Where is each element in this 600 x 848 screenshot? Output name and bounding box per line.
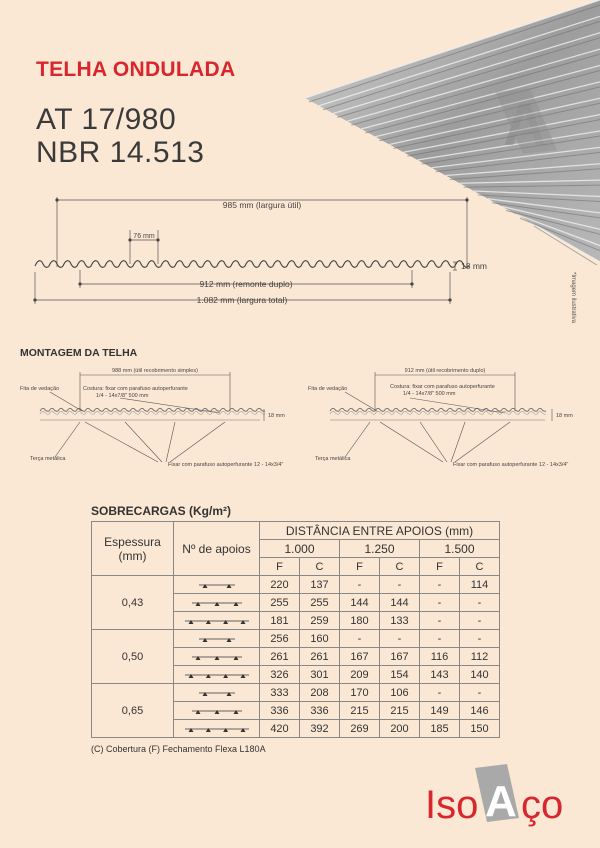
total-width-label: 1.082 mm (largura total) <box>196 295 288 305</box>
supports-diagram-icon <box>182 595 252 607</box>
sobrecargas-table-wrap <box>91 521 500 738</box>
value-cell: 116 <box>420 648 460 666</box>
value-cell: 420 <box>260 720 300 738</box>
image-note: *Imagem ilustrativa <box>570 272 576 324</box>
value-cell: 301 <box>300 666 340 684</box>
double-overlap-label: 912 mm (remonte duplo) <box>199 279 293 289</box>
value-cell: 106 <box>380 684 420 702</box>
standard-code: NBR 14.513 <box>36 136 205 169</box>
right-height-label: 18 mm <box>556 413 573 419</box>
page-title: TELHA ONDULADA <box>36 58 236 81</box>
right-seal-label: Fita de vedação <box>308 386 348 392</box>
isoaco-logo <box>425 760 585 830</box>
supports-diagram-icon <box>182 667 252 679</box>
value-cell: 143 <box>420 666 460 684</box>
value-cell: 220 <box>260 576 300 594</box>
montagem-title: MONTAGEM DA TELHA <box>20 347 138 359</box>
value-cell: 261 <box>260 648 300 666</box>
value-cell: 144 <box>380 594 420 612</box>
value-cell: 167 <box>380 648 420 666</box>
value-cell: - <box>420 576 460 594</box>
right-fix-label: Fixar com parafuso autoperfurante 12 - 14x3/4" <box>453 462 569 468</box>
value-cell: 208 <box>300 684 340 702</box>
supports-diagram-cell <box>174 666 260 684</box>
supports-diagram-cell <box>174 720 260 738</box>
right-overlap-label: 912 mm (útil recobrimento duplo) <box>404 368 486 374</box>
table-footnote: (C) Cobertura (F) Fechamento Flexa L180A <box>91 744 266 754</box>
montagem-right-drawing <box>300 365 595 470</box>
left-seam-label: Costura: fixar com parafuso autoperfurante <box>83 386 188 392</box>
value-cell: - <box>460 630 500 648</box>
right-seam-spec: 1/4 - 14x7/8" 500 mm <box>403 391 456 397</box>
value-cell: 336 <box>260 702 300 720</box>
sub-header: F <box>260 558 300 576</box>
value-cell: 209 <box>340 666 380 684</box>
left-seal-label: Fita de vedação <box>20 386 60 392</box>
value-cell: - <box>460 684 500 702</box>
table-row <box>92 630 500 648</box>
supports-diagram-cell <box>174 594 260 612</box>
value-cell: 333 <box>260 684 300 702</box>
supports-diagram-icon <box>182 703 252 715</box>
profile-drawing <box>25 192 525 312</box>
supports-diagram-icon <box>182 577 252 589</box>
value-cell: 170 <box>340 684 380 702</box>
supports-diagram-icon <box>182 649 252 661</box>
supports-header: Nº de apoios <box>174 522 260 576</box>
left-seam-spec: 1/4 - 14x7/8" 500 mm <box>96 393 149 399</box>
value-cell: 144 <box>340 594 380 612</box>
supports-diagram-icon <box>182 721 252 733</box>
height-label: 18 mm <box>461 261 487 271</box>
value-cell: 215 <box>380 702 420 720</box>
thickness-cell: 0,50 <box>92 630 174 684</box>
value-cell: 185 <box>420 720 460 738</box>
useful-width-label: 985 mm (largura útil) <box>222 200 302 210</box>
value-cell: - <box>340 630 380 648</box>
right-seam-label: Costura: fixar com parafuso autoperfurante <box>390 384 495 390</box>
value-cell: 259 <box>300 612 340 630</box>
supports-diagram-icon <box>182 613 252 625</box>
value-cell: - <box>420 684 460 702</box>
value-cell: - <box>420 612 460 630</box>
value-cell: 180 <box>340 612 380 630</box>
distance-col: 1.250 <box>340 540 420 558</box>
sub-header: C <box>380 558 420 576</box>
value-cell: 256 <box>260 630 300 648</box>
value-cell: 133 <box>380 612 420 630</box>
value-cell: 140 <box>460 666 500 684</box>
left-fix-label: Fixar com parafuso autoperfurante 12 - 14x3/4" <box>168 462 284 468</box>
sobrecargas-table <box>91 521 500 738</box>
value-cell: 255 <box>300 594 340 612</box>
distance-col: 1.500 <box>420 540 500 558</box>
value-cell: 326 <box>260 666 300 684</box>
value-cell: - <box>380 576 420 594</box>
table-row <box>92 576 500 594</box>
supports-diagram-cell <box>174 702 260 720</box>
value-cell: 336 <box>300 702 340 720</box>
supports-diagram-icon <box>182 631 252 643</box>
value-cell: 255 <box>260 594 300 612</box>
value-cell: 215 <box>340 702 380 720</box>
value-cell: - <box>420 594 460 612</box>
value-cell: 200 <box>380 720 420 738</box>
value-cell: 146 <box>460 702 500 720</box>
left-height-label: 18 mm <box>268 413 285 419</box>
sub-header: F <box>340 558 380 576</box>
value-cell: - <box>380 630 420 648</box>
value-cell: 149 <box>420 702 460 720</box>
value-cell: 269 <box>340 720 380 738</box>
value-cell: - <box>460 612 500 630</box>
table-row <box>92 684 500 702</box>
sub-header: C <box>300 558 340 576</box>
left-purlin-label: Terça metálica <box>30 456 66 462</box>
montagem-left-drawing <box>10 365 295 470</box>
value-cell: - <box>420 630 460 648</box>
left-overlap-label: 988 mm (útil recobrimento simples) <box>112 368 198 374</box>
supports-diagram-cell <box>174 612 260 630</box>
value-cell: 154 <box>380 666 420 684</box>
sobrecargas-title: SOBRECARGAS (Kg/m²) <box>91 504 231 518</box>
value-cell: 150 <box>460 720 500 738</box>
logo-text-a: A <box>485 777 517 826</box>
model-code: AT 17/980 <box>36 103 177 136</box>
supports-diagram-cell <box>174 576 260 594</box>
logo-text-iso: Iso <box>425 783 479 827</box>
value-cell: 114 <box>460 576 500 594</box>
value-cell: 261 <box>300 648 340 666</box>
value-cell: 392 <box>300 720 340 738</box>
thickness-cell: 0,43 <box>92 576 174 630</box>
pitch-label: 76 mm <box>133 233 155 240</box>
sub-header: F <box>420 558 460 576</box>
supports-diagram-cell <box>174 648 260 666</box>
logo-text-co: ço <box>521 783 564 827</box>
supports-diagram-icon <box>182 685 252 697</box>
value-cell: 137 <box>300 576 340 594</box>
thickness-header: Espessura (mm) <box>92 522 174 576</box>
distance-col: 1.000 <box>260 540 340 558</box>
svg-text:A: A <box>503 91 547 158</box>
value-cell: - <box>340 576 380 594</box>
distance-header: DISTÂNCIA ENTRE APOIOS (mm) <box>260 522 500 540</box>
value-cell: 167 <box>340 648 380 666</box>
thickness-cell: 0,65 <box>92 684 174 738</box>
value-cell: - <box>460 594 500 612</box>
value-cell: 160 <box>300 630 340 648</box>
supports-diagram-cell <box>174 684 260 702</box>
value-cell: 112 <box>460 648 500 666</box>
right-purlin-label: Terça metálica <box>315 456 351 462</box>
supports-diagram-cell <box>174 630 260 648</box>
sub-header: C <box>460 558 500 576</box>
value-cell: 181 <box>260 612 300 630</box>
